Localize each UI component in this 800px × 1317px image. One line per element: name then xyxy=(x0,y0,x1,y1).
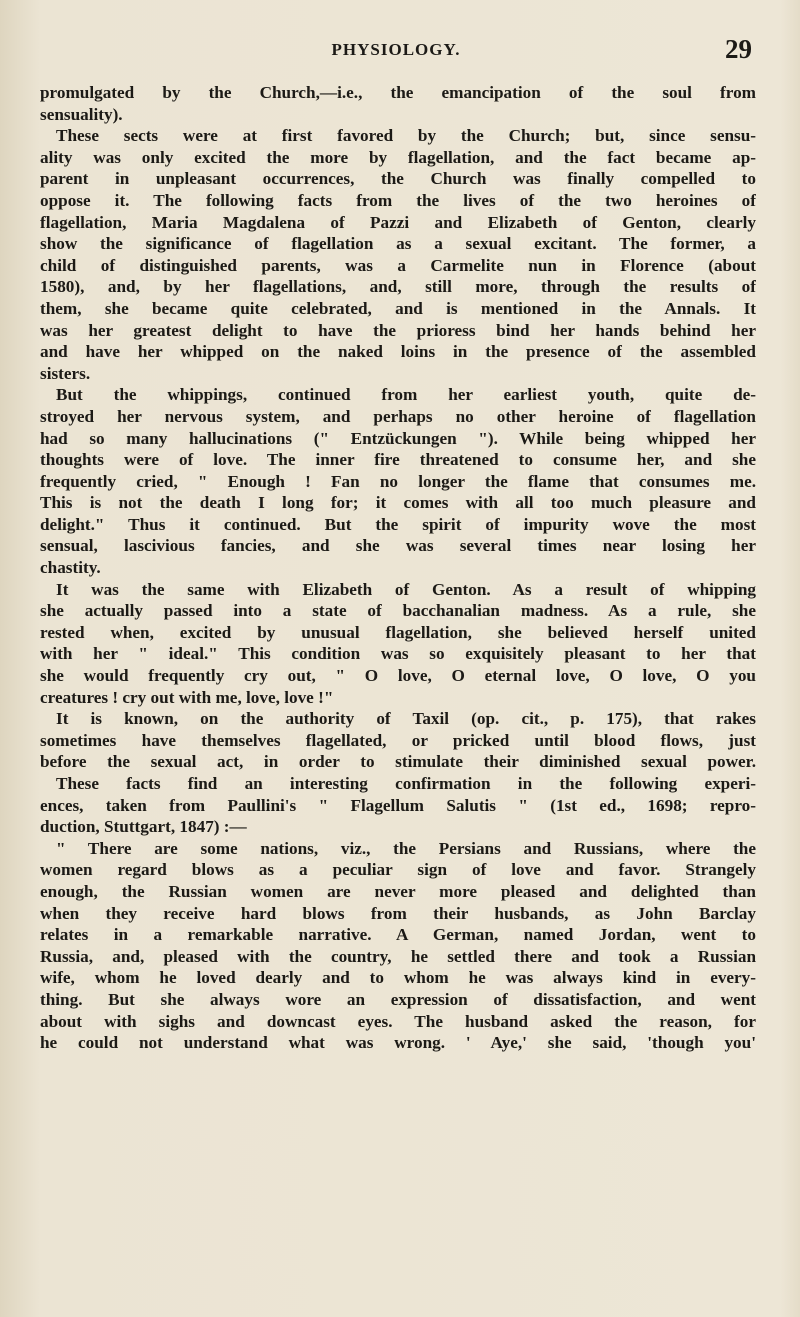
text-line: chastity. xyxy=(40,558,101,578)
text-line: show the significance of flagellation as a sexual excitant. The former, a xyxy=(40,234,756,254)
text-line: frequently cried, " Enough ! Fan no longer the flame that consumes me. xyxy=(40,471,756,491)
text-line: child of distinguished parents, was a Carmelite nun in Florence (about xyxy=(40,255,756,275)
text-line: Russia, and, pleased with the country, he settled there and took a Russian xyxy=(40,946,756,966)
text-line: parent in unpleasant occurrences, the Church was finally compelled to xyxy=(40,169,756,189)
running-head xyxy=(40,36,752,66)
text-line: with her " ideal." This condition was so exquisitely pleasant to her that xyxy=(40,644,756,664)
text-line: But the whippings, continued from her earliest youth, quite de- xyxy=(56,385,756,405)
text-line: was her greatest delight to have the prioress bind her hands behind her xyxy=(40,320,756,340)
text-line: rested when, excited by unusual flagellation, she believed herself united xyxy=(40,622,756,642)
text-line: This is not the death I long for; it comes with all too much pleasure and xyxy=(40,493,756,513)
text-line: he could not understand what was wrong. ' Aye,' she said, 'though you' xyxy=(40,1033,756,1053)
text-line: had so many hallucinations (" Entzückungen "). While being whipped her xyxy=(40,428,756,448)
text-line: she would frequently cry out, " O love, O eternal love, O love, O you xyxy=(40,666,756,686)
text-line: creatures ! cry out with me, love, love !" xyxy=(40,687,334,707)
text-line: sisters. xyxy=(40,363,91,383)
text-line: It was the same with Elizabeth of Genton. As a result of whipping xyxy=(56,579,756,599)
text-line: relates in a remarkable narrative. A German, named Jordan, went to xyxy=(40,925,756,945)
text-line: them, she became quite celebrated, and is mentioned in the Annals. It xyxy=(40,298,756,318)
text-line: enough, the Russian women are never more pleased and delighted than xyxy=(40,881,756,901)
text-line: ality was only excited the more by flagellation, and the fact became ap- xyxy=(40,147,756,167)
page-number: 29 xyxy=(725,34,752,64)
text-line: ences, taken from Paullini's " Flagellum Salutis " (1st ed., 1698; repro- xyxy=(40,795,756,815)
text-line: women regard blows as a peculiar sign of love and favor. Strangely xyxy=(40,860,756,880)
text-line: sometimes have themselves flagellated, or pricked until blood flows, just xyxy=(40,730,756,750)
text-line: " There are some nations, viz., the Persians and Russians, where the xyxy=(56,838,756,858)
text-line: duction, Stuttgart, 1847) :— xyxy=(40,817,247,837)
text-line: and have her whipped on the naked loins in the presence of the assembled xyxy=(40,342,756,362)
body-text xyxy=(40,82,756,1054)
text-line: thoughts were of love. The inner fire threatened to consume her, and she xyxy=(40,450,756,470)
running-title: PHYSIOLOGY. xyxy=(331,40,461,59)
text-line: promulgated by the Church,—i.e., the emancipation of the soul from xyxy=(40,83,756,102)
text-line: These facts find an interesting confirmation in the following experi- xyxy=(56,774,756,793)
text-line: delight." Thus it continued. But the spirit of impurity wove the most xyxy=(40,514,756,534)
text-line: she actually passed into a state of bacchanalian madness. As a rule, she xyxy=(40,601,756,621)
text-line: when they receive hard blows from their husbands, as John Barclay xyxy=(40,903,756,923)
text-line: about with sighs and downcast eyes. The husband asked the reason, for xyxy=(40,1011,756,1031)
text-line: sensuality). xyxy=(40,104,123,124)
text-line: thing. But she always wore an expression of dissatisfaction, and went xyxy=(40,989,756,1009)
text-line: flagellation, Maria Magdalena of Pazzi and Elizabeth of Genton, clearly xyxy=(40,212,756,232)
text-line: oppose it. The following facts from the lives of the two heroines of xyxy=(40,190,756,210)
text-line: stroyed her nervous system, and perhaps no other heroine of flagellation xyxy=(40,406,756,426)
text-line: It is known, on the authority of Taxil (op. cit., p. 175), that rakes xyxy=(56,709,756,729)
text-line: sensual, lascivious fancies, and she was several times near losing her xyxy=(40,536,756,556)
text-line: before the sexual act, in order to stimulate their diminished sexual power. xyxy=(40,752,756,772)
text-line: These sects were at first favored by the Church; but, since sensu- xyxy=(56,126,756,146)
text-line: wife, whom he loved dearly and to whom he was always kind in every- xyxy=(40,968,756,988)
text-line: 1580), and, by her flagellations, and, still more, through the results of xyxy=(40,277,756,297)
